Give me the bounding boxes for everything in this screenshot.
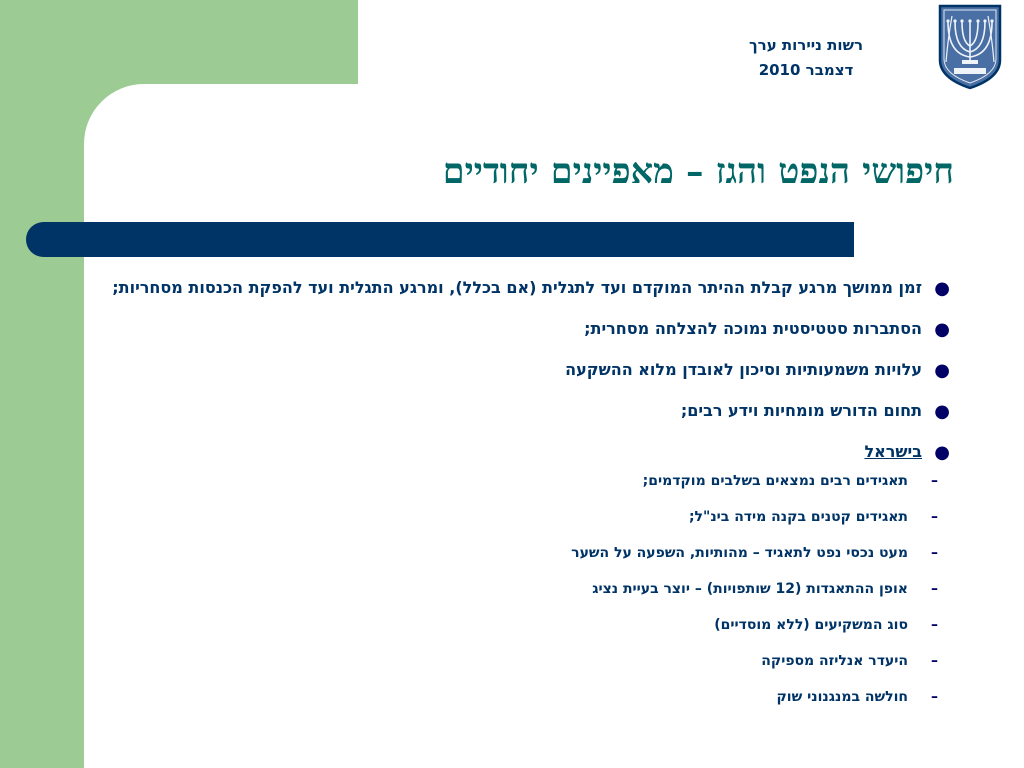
sub-bullet-text: תאגידים רבים נמצאים בשלבים מוקדמים; — [642, 473, 908, 489]
bullet-text: תחום הדורש מומחיות וידע רבים; — [680, 401, 922, 420]
bullet-text: הסתברות סטטיסטית נמוכה להצלחה מסחרית; — [584, 319, 922, 338]
title-underline-bar — [26, 222, 854, 257]
bullet-dot-icon: ● — [934, 401, 950, 422]
bullet-text: זמן ממושך מרגע קבלת ההיתר המוקדם ועד לתגלית (אם בכלל), ומרגע התגלית ועד להפקת הכנסות מסחריות; — [112, 278, 922, 297]
dash-icon: – — [931, 545, 938, 561]
bullet-text: עלויות משמעותיות וסיכון לאובדן מלוא ההשקעה — [565, 360, 922, 379]
bullet-item — [112, 395, 952, 426]
sub-bullet-text: תאגידים קטנים בקנה מידה בינ"ל; — [688, 509, 908, 525]
header-text — [706, 33, 906, 83]
state-emblem-icon — [934, 2, 1006, 90]
dash-icon: – — [931, 653, 938, 669]
sub-bullet-text: חולשה במנגנוני שוק — [776, 689, 908, 705]
dash-icon: – — [931, 509, 938, 525]
bullet-dot-icon: ● — [934, 442, 950, 463]
bullet-text-israel: בישראל — [864, 442, 922, 461]
sub-bullet-text: מעט נכסי נפט לתאגיד – מהותיות, השפעה על השער — [571, 545, 908, 561]
dash-icon: – — [931, 473, 938, 489]
sub-bullet-item — [112, 471, 952, 491]
sub-bullet-text: אופן ההתאגדות (12 שותפויות) – יוצר בעיית נציג — [592, 581, 908, 597]
dash-icon: – — [931, 617, 938, 633]
bullet-dot-icon: ● — [934, 360, 950, 381]
sub-bullet-text: סוג המשקיעים (ללא מוסדיים) — [714, 617, 908, 633]
bullet-dot-icon: ● — [934, 319, 950, 340]
bullet-item — [112, 436, 952, 467]
sub-bullet-item — [112, 543, 952, 563]
organization-name: רשות ניירות ערך — [749, 36, 863, 54]
dash-icon: – — [931, 581, 938, 597]
bullet-list — [112, 272, 952, 723]
slide-title: חיפושי הנפט והגז – מאפיינים יחודיים — [442, 151, 954, 192]
sub-bullet-text: היעדר אנליזה מספיקה — [761, 653, 908, 669]
bullet-item — [112, 354, 952, 385]
bullet-item — [112, 272, 952, 303]
date-label: דצמבר 2010 — [758, 61, 854, 79]
bullet-dot-icon: ● — [934, 278, 950, 299]
sub-bullet-item — [112, 651, 952, 671]
dash-icon: – — [931, 689, 938, 705]
sub-bullet-item — [112, 579, 952, 599]
sub-bullet-item — [112, 687, 952, 707]
sub-bullet-item — [112, 507, 952, 527]
bullet-item — [112, 313, 952, 344]
sub-bullet-item — [112, 615, 952, 635]
